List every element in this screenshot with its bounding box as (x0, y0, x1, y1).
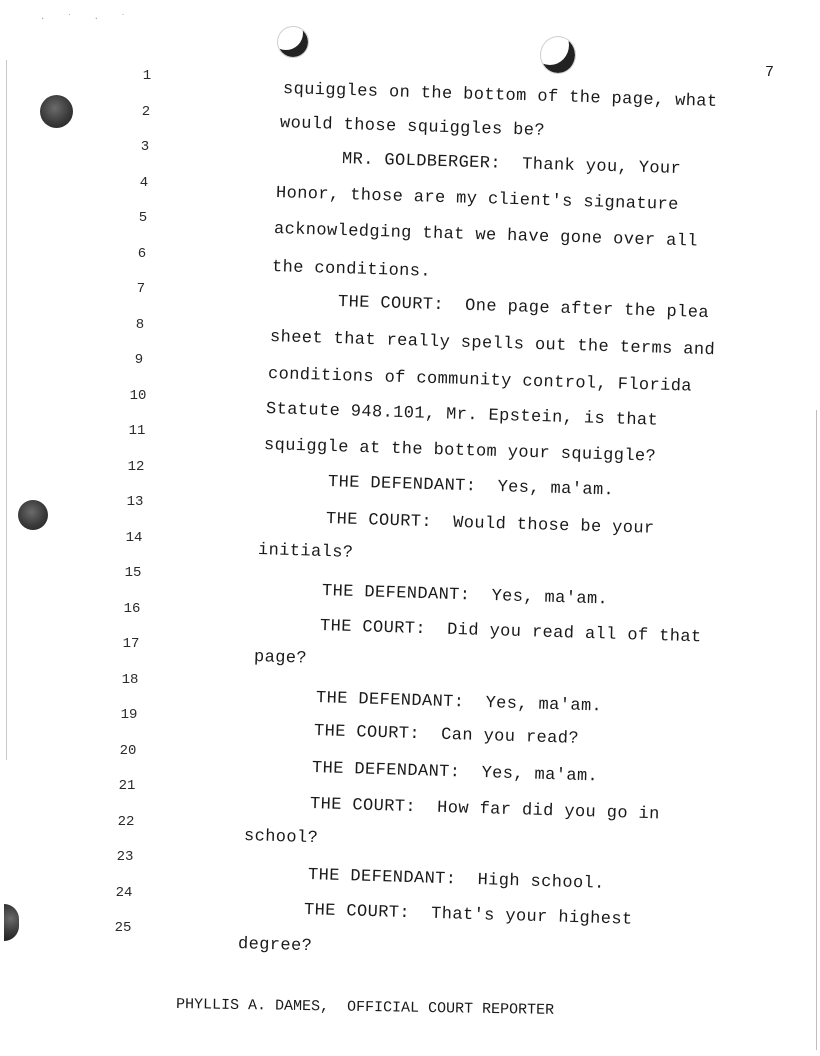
transcript-line: the conditions. (271, 258, 432, 282)
line-number: 19 (120, 707, 138, 723)
transcript-line: THE COURT: Can you read? (313, 722, 580, 749)
scan-edge-right (816, 410, 817, 1050)
line-number: 17 (122, 636, 140, 652)
transcript-line: THE DEFENDANT: Yes, ma'am. (315, 689, 603, 717)
line-number: 6 (137, 246, 147, 262)
line-number: 7 (136, 281, 146, 297)
transcript-line: initials? (257, 541, 354, 563)
transcript-line: page? (253, 648, 308, 669)
transcript-line: Statute 948.101, Mr. Epstein, is that (265, 400, 659, 431)
transcript-line: degree? (237, 935, 313, 957)
line-number: 9 (134, 352, 144, 368)
line-number: 23 (116, 849, 134, 865)
line-number: 1 (142, 68, 152, 84)
binder-ring-mark-right (540, 36, 576, 74)
line-number: 5 (138, 210, 148, 226)
scan-edge-left (6, 60, 7, 760)
line-number: 25 (114, 920, 132, 936)
page-number: 7 (765, 64, 775, 81)
court-reporter-footer: PHYLLIS A. DAMES, OFFICIAL COURT REPORTER (175, 996, 555, 1019)
transcript-line: squiggles on the bottom of the page, what (282, 80, 718, 112)
line-number: 2 (141, 104, 151, 120)
transcript-line: acknowledging that we have gone over all (273, 220, 699, 252)
line-number: 20 (119, 743, 137, 759)
line-number: 4 (139, 175, 149, 191)
transcript-line: conditions of community control, Florida (267, 365, 693, 397)
transcript-line: THE DEFENDANT: Yes, ma'am. (321, 582, 609, 610)
punch-hole-middle (18, 500, 48, 530)
line-number: 12 (127, 459, 145, 475)
scan-specks: · ˙ · ˙ (40, 14, 134, 24)
transcript-line: would those squiggles be? (279, 114, 546, 141)
transcript-line: THE DEFENDANT: Yes, ma'am. (327, 473, 615, 501)
line-number: 22 (117, 814, 135, 830)
line-number: 14 (125, 530, 143, 546)
transcript-line: squiggle at the bottom your squiggle? (263, 436, 657, 467)
transcript-line: sheet that really spells out the terms and (269, 328, 716, 361)
transcript-line: school? (243, 827, 319, 849)
transcript-line: THE DEFENDANT: High school. (307, 866, 606, 894)
line-number: 24 (115, 885, 133, 901)
line-number: 16 (123, 601, 141, 617)
transcript-line: THE COURT: That's your highest (303, 901, 633, 930)
binder-ring-mark-left (277, 26, 309, 58)
transcript-line: THE COURT: Did you read all of that (319, 617, 702, 648)
transcript-line: THE COURT: Would those be your (325, 510, 655, 539)
punch-hole-bottom (4, 904, 19, 941)
line-number: 21 (118, 778, 136, 794)
transcript-line: THE COURT: How far did you go in (309, 795, 660, 825)
line-number: 10 (129, 388, 147, 404)
line-number: 15 (124, 565, 142, 581)
line-number: 13 (126, 494, 144, 510)
line-number: 18 (121, 672, 139, 688)
line-number: 11 (128, 423, 146, 439)
punch-hole-top (40, 95, 73, 128)
transcript-line: Honor, those are my client's signature (275, 184, 679, 215)
transcript-line: MR. GOLDBERGER: Thank you, Your (341, 150, 682, 180)
transcript-line: THE DEFENDANT: Yes, ma'am. (311, 759, 599, 787)
line-number: 3 (140, 139, 150, 155)
transcript-line: THE COURT: One page after the plea (337, 293, 710, 324)
line-number: 8 (135, 317, 145, 333)
